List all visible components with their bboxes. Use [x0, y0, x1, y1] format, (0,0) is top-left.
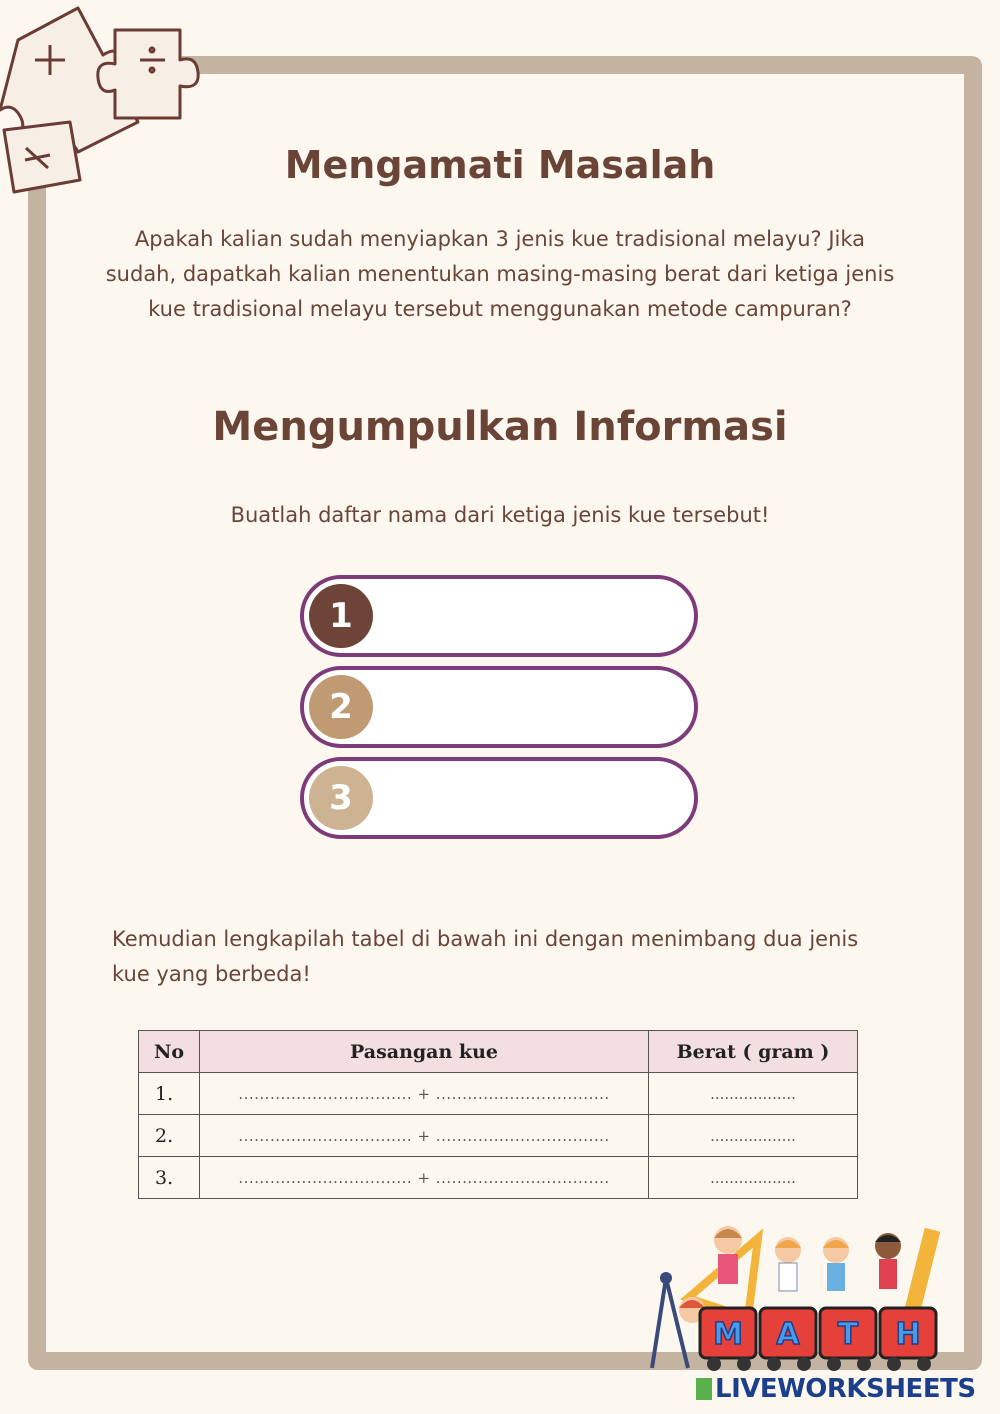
header-pair: Pasangan kue: [200, 1031, 649, 1073]
table-row: [139, 1157, 858, 1199]
cell-pair-input[interactable]: ................................. + .................................: [200, 1157, 649, 1199]
paragraph-table-instruction: Kemudian lengkapilah tabel di bawah ini dengan menimbang dua jenis kue yang berbeda!: [112, 927, 859, 986]
number-badge-2: 2: [309, 675, 373, 739]
cell-no: 2.: [139, 1115, 200, 1157]
logo-letter-t: T: [837, 1317, 859, 1352]
cell-pair-input[interactable]: ................................. + .................................: [200, 1073, 649, 1115]
answer-field-2[interactable]: [300, 666, 698, 748]
number-badge-1: 1: [309, 584, 373, 648]
title-observe-problem: Mengamati Masalah: [284, 143, 716, 187]
paragraph-list-instruction: Buatlah daftar nama dari ketiga jenis kue tersebut!: [230, 503, 770, 527]
header-weight: Berat ( gram ): [649, 1031, 858, 1073]
cell-weight-input[interactable]: ..................: [649, 1073, 858, 1115]
logo-letter-a: A: [776, 1317, 800, 1352]
header-no: No: [139, 1031, 200, 1073]
logo-letter-h: H: [895, 1317, 921, 1352]
paragraph-observe-problem: Apakah kalian sudah menyiapkan 3 jenis kue tradisional melayu? Jika sudah, dapatkah kalian menentukan masing-masing berat dari ketiga jenis kue tradisional melayu tersebut menggunakan metode campuran?: [105, 227, 895, 321]
answer-field-3[interactable]: [300, 757, 698, 839]
table-row: [139, 1115, 858, 1157]
title-collect-information: Mengumpulkan Informasi: [212, 404, 788, 450]
weights-table: [138, 1030, 858, 1199]
cell-pair-input[interactable]: ................................. + .................................: [200, 1115, 649, 1157]
cell-no: 3.: [139, 1157, 200, 1199]
number-badge-3: 3: [309, 766, 373, 830]
answer-field-1[interactable]: [300, 575, 698, 657]
table-row: [139, 1073, 858, 1115]
table-header-row: [139, 1031, 858, 1073]
cell-weight-input[interactable]: ..................: [649, 1115, 858, 1157]
liveworksheets-brand: LIVEWORKSHEETS: [715, 1374, 976, 1404]
logo-letter-m: M: [713, 1317, 743, 1352]
cell-weight-input[interactable]: ..................: [649, 1157, 858, 1199]
cell-no: 1.: [139, 1073, 200, 1115]
